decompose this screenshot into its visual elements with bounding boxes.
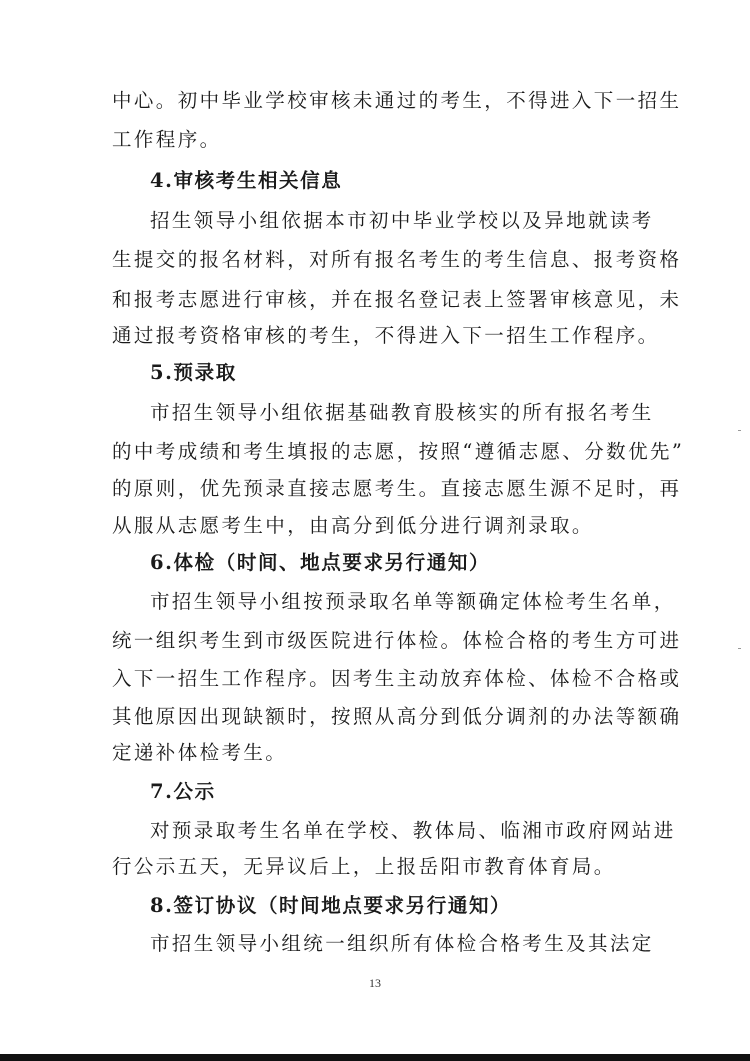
section-heading-7: 7.公示: [150, 780, 216, 803]
text-line: 市招生领导小组按预录取名单等额确定体检考生名单，: [150, 590, 676, 613]
text-line: 市招生领导小组统一组织所有体检合格考生及其法定: [150, 932, 654, 955]
text-line: 其他原因出现缺额时，按照从高分到低分调剂的办法等额确: [112, 705, 682, 728]
page-number: 13: [369, 976, 381, 990]
section-heading-5: 5.预录取: [150, 361, 237, 384]
text-line: 和报考志愿进行审核，并在报名登记表上签署审核意见，未: [112, 288, 682, 311]
text-line: 生提交的报名材料，对所有报名考生的考生信息、报考资格: [112, 248, 682, 271]
text-line: 从服从志愿考生中，由高分到低分进行调剂录取。: [112, 514, 594, 537]
section-heading-6: 6.体检（时间、地点要求另行通知）: [150, 551, 491, 574]
scan-edge-mark: [738, 430, 741, 431]
text-line: 定递补体检考生。: [112, 741, 288, 764]
text-line: 对预录取考生名单在学校、教体局、临湘市政府网站进: [150, 819, 676, 842]
text-line: 的原则，优先预录直接志愿考生。直接志愿生源不足时，再: [112, 477, 682, 500]
text-line: 市招生领导小组依据基础教育股核实的所有报名考生: [150, 401, 654, 424]
text-line: 统一组织考生到市级医院进行体检。体检合格的考生方可进: [112, 629, 682, 652]
scan-bottom-border: [0, 1054, 750, 1061]
text-line: 的中考成绩和考生填报的志愿，按照“遵循志愿、分数优先”: [112, 440, 685, 463]
section-heading-8: 8.签订协议（时间地点要求另行通知）: [150, 894, 512, 917]
scan-edge-mark: [738, 648, 741, 649]
text-line: 入下一招生工作程序。因考生主动放弃体检、体检不合格或: [112, 667, 682, 690]
text-line: 通过报考资格审核的考生，不得进入下一招生工作程序。: [112, 324, 660, 347]
text-line: 工作程序。: [112, 128, 222, 151]
text-line: 招生领导小组依据本市初中毕业学校以及异地就读考: [150, 209, 654, 232]
text-line: 行公示五天，无异议后上，上报岳阳市教育体育局。: [112, 855, 616, 878]
text-line: 中心。初中毕业学校审核未通过的考生，不得进入下一招生: [112, 89, 682, 112]
section-heading-4: 4.审核考生相关信息: [150, 169, 343, 192]
